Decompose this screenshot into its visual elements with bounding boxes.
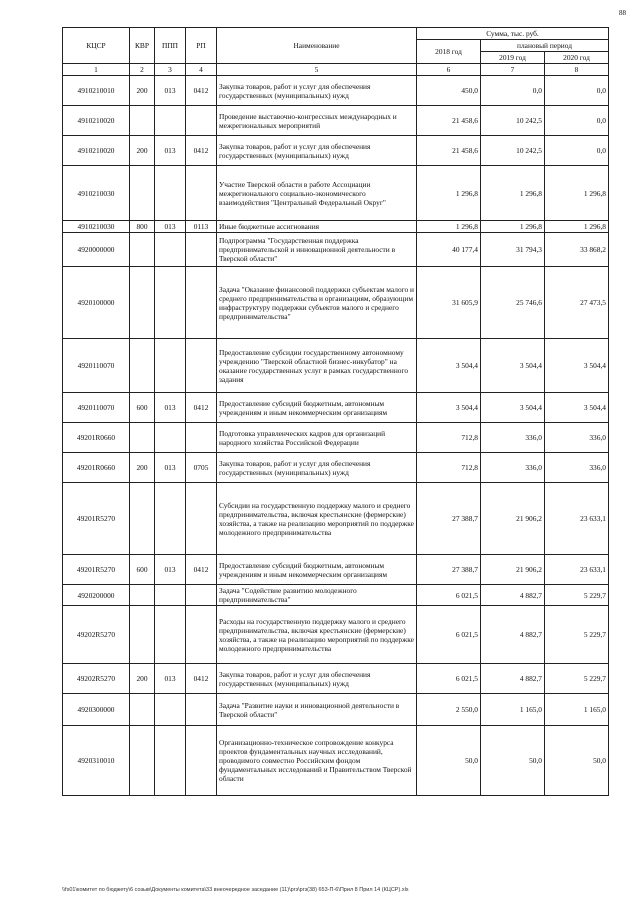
ppp-cell [155,166,186,221]
kcsr-cell: 49201R5270 [63,555,130,585]
table-row [63,76,609,106]
value-2019-cell: 1 296,8 [481,166,545,221]
value-2018-cell: 3 504,4 [417,393,481,423]
kcsr-cell: 4910210020 [63,136,130,166]
kvr-cell [130,106,155,136]
name-cell: Иные бюджетные ассигнования [217,221,417,233]
table-row [63,393,609,423]
kvr-cell: 200 [130,76,155,106]
value-2020-cell: 0,0 [545,76,609,106]
kvr-cell [130,694,155,726]
rp-cell: 0412 [186,664,217,694]
kvr-cell [130,726,155,796]
kvr-cell: 600 [130,555,155,585]
page-number: 88 [619,9,626,17]
table-row [63,233,609,267]
kvr-cell: 200 [130,453,155,483]
value-2020-cell: 1 296,8 [545,166,609,221]
rp-cell [186,267,217,339]
value-2018-cell: 712,8 [417,453,481,483]
kcsr-cell: 49202R5270 [63,664,130,694]
table-row [63,694,609,726]
header-kcsr: КЦСР [63,28,130,64]
name-cell: Задача "Содействие развитию молодежного предпринимательства" [217,585,417,606]
rp-cell: 0412 [186,393,217,423]
table-row [63,606,609,664]
value-2020-cell: 5 229,7 [545,664,609,694]
value-2020-cell: 0,0 [545,106,609,136]
kvr-cell [130,339,155,393]
column-number: 1 [63,64,130,76]
value-2018-cell: 40 177,4 [417,233,481,267]
rp-cell [186,483,217,555]
value-2019-cell: 4 882,7 [481,664,545,694]
table-row [63,423,609,453]
value-2020-cell: 3 504,4 [545,339,609,393]
name-cell: Субсидии на государственную поддержку малого и среднего предпринимательства, включая крестьянские (фермерские) хозяйства, а также на реализацию мероприятий по поддержке молодежного предпринимательства [217,483,417,555]
value-2018-cell: 6 021,5 [417,585,481,606]
ppp-cell [155,694,186,726]
kcsr-cell: 4910210030 [63,221,130,233]
value-2018-cell: 1 296,8 [417,221,481,233]
value-2019-cell: 25 746,6 [481,267,545,339]
ppp-cell [155,106,186,136]
kcsr-cell: 4910210020 [63,106,130,136]
header-2018: 2018 год [417,40,481,64]
header-planned: плановый период [481,40,609,52]
value-2020-cell: 336,0 [545,453,609,483]
column-number: 2 [130,64,155,76]
column-numbers-row [63,64,609,76]
table-row [63,664,609,694]
column-number: 5 [217,64,417,76]
header-name: Наименование [217,28,417,64]
name-cell: Закупка товаров, работ и услуг для обеспечения государственных (муниципальных) нужд [217,453,417,483]
value-2020-cell: 5 229,7 [545,585,609,606]
name-cell: Проведение выставочно-конгрессных международных и межрегиональных мероприятий [217,106,417,136]
ppp-cell: 013 [155,76,186,106]
value-2020-cell: 1 296,8 [545,221,609,233]
name-cell: Организационно-техническое сопровождение конкурса проектов фундаментальных научных исследований, проводимого совместно Российским фондом фундаментальных исследований и Правительством Тверской области [217,726,417,796]
rp-cell [186,339,217,393]
value-2019-cell: 1 165,0 [481,694,545,726]
kvr-cell [130,423,155,453]
kcsr-cell: 4920100000 [63,267,130,339]
ppp-cell [155,267,186,339]
ppp-cell [155,483,186,555]
value-2019-cell: 21 906,2 [481,555,545,585]
rp-cell: 0113 [186,221,217,233]
kvr-cell: 800 [130,221,155,233]
kvr-cell [130,585,155,606]
table-row [63,221,609,233]
value-2020-cell: 33 868,2 [545,233,609,267]
name-cell: Участие Тверской области в работе Ассоциации межрегионального социально-экономического взаимодействия "Центральный Федеральный Округ" [217,166,417,221]
kcsr-cell: 4920110070 [63,393,130,423]
header-rp: РП [186,28,217,64]
ppp-cell [155,606,186,664]
value-2018-cell: 712,8 [417,423,481,453]
value-2018-cell: 31 605,9 [417,267,481,339]
file-path-footer: \\fs01\комитет по бюджету\6 созыв\Документы комитета\33 внеочередное заседание (11)\ргз\ргз(38) 653-П-6\Прил 8 Прил 14 (КЦСР).xls [62,887,409,893]
kcsr-cell: 4920200000 [63,585,130,606]
budget-table [62,27,609,796]
table-row [63,339,609,393]
column-number: 8 [545,64,609,76]
value-2020-cell: 23 633,1 [545,555,609,585]
rp-cell [186,585,217,606]
column-number: 7 [481,64,545,76]
table-row [63,585,609,606]
kvr-cell [130,267,155,339]
table-body [63,76,609,796]
value-2018-cell: 6 021,5 [417,606,481,664]
rp-cell [186,694,217,726]
header-sum: Сумма, тыс. руб. [417,28,609,40]
value-2019-cell: 21 906,2 [481,483,545,555]
kcsr-cell: 49201R5270 [63,483,130,555]
ppp-cell [155,726,186,796]
value-2018-cell: 1 296,8 [417,166,481,221]
value-2019-cell: 1 296,8 [481,221,545,233]
value-2020-cell: 5 229,7 [545,606,609,664]
name-cell: Предоставление субсидии государственному автономному учреждению "Тверской областной бизнес-инкубатор" на оказание государственных услуг в рамках государственного задания [217,339,417,393]
ppp-cell: 013 [155,664,186,694]
table-row [63,483,609,555]
table-row [63,267,609,339]
value-2020-cell: 50,0 [545,726,609,796]
ppp-cell: 013 [155,555,186,585]
value-2018-cell: 21 458,6 [417,136,481,166]
kvr-cell: 600 [130,393,155,423]
ppp-cell: 013 [155,221,186,233]
table-row [63,555,609,585]
kcsr-cell: 49201R0660 [63,453,130,483]
header-kvr: КВР [130,28,155,64]
value-2018-cell: 2 550,0 [417,694,481,726]
name-cell: Расходы на государственную поддержку малого и среднего предпринимательства, включая крестьянские (фермерские) хозяйства, а также на реализацию мероприятий по поддержке молодежного предпринимательства [217,606,417,664]
kvr-cell [130,483,155,555]
header-2020: 2020 год [545,52,609,64]
value-2018-cell: 450,0 [417,76,481,106]
value-2019-cell: 31 794,3 [481,233,545,267]
header-2019: 2019 год [481,52,545,64]
rp-cell: 0412 [186,555,217,585]
value-2018-cell: 21 458,6 [417,106,481,136]
table-row [63,136,609,166]
name-cell: Подпрограмма "Государственная поддержка предпринимательской и инновационной деятельности в Тверской области" [217,233,417,267]
name-cell: Предоставление субсидий бюджетным, автономным учреждениям и иным некоммерческим организациям [217,393,417,423]
kcsr-cell: 49202R5270 [63,606,130,664]
rp-cell [186,233,217,267]
value-2019-cell: 50,0 [481,726,545,796]
rp-cell: 0412 [186,76,217,106]
rp-cell [186,726,217,796]
rp-cell: 0705 [186,453,217,483]
value-2020-cell: 0,0 [545,136,609,166]
value-2019-cell: 3 504,4 [481,339,545,393]
rp-cell [186,606,217,664]
value-2019-cell: 0,0 [481,76,545,106]
value-2019-cell: 10 242,5 [481,106,545,136]
name-cell: Задача "Оказание финансовой поддержки субъектам малого и среднего предпринимательства и организациям, образующим инфраструктуру поддержки субъектов малого и среднего предпринимательства" [217,267,417,339]
rp-cell [186,423,217,453]
kvr-cell: 200 [130,664,155,694]
ppp-cell: 013 [155,453,186,483]
kcsr-cell: 4910210010 [63,76,130,106]
value-2019-cell: 336,0 [481,423,545,453]
value-2020-cell: 1 165,0 [545,694,609,726]
value-2019-cell: 10 242,5 [481,136,545,166]
kvr-cell [130,166,155,221]
header-ppp: ППП [155,28,186,64]
name-cell: Предоставление субсидий бюджетным, автономным учреждениям и иным некоммерческим организациям [217,555,417,585]
column-number: 6 [417,64,481,76]
kcsr-cell: 4920110070 [63,339,130,393]
kcsr-cell: 4920000000 [63,233,130,267]
kcsr-cell: 4910210030 [63,166,130,221]
name-cell: Закупка товаров, работ и услуг для обеспечения государственных (муниципальных) нужд [217,76,417,106]
rp-cell [186,106,217,136]
column-number: 4 [186,64,217,76]
value-2018-cell: 3 504,4 [417,339,481,393]
rp-cell [186,166,217,221]
name-cell: Задача "Развитие науки и инновационной деятельности в Тверской области" [217,694,417,726]
value-2020-cell: 23 633,1 [545,483,609,555]
value-2019-cell: 4 882,7 [481,606,545,664]
name-cell: Закупка товаров, работ и услуг для обеспечения государственных (муниципальных) нужд [217,136,417,166]
kvr-cell [130,606,155,664]
table-row [63,726,609,796]
ppp-cell [155,339,186,393]
ppp-cell: 013 [155,393,186,423]
value-2018-cell: 27 388,7 [417,555,481,585]
value-2020-cell: 336,0 [545,423,609,453]
value-2019-cell: 3 504,4 [481,393,545,423]
table-row [63,453,609,483]
value-2019-cell: 336,0 [481,453,545,483]
name-cell: Подготовка управленческих кадров для организаций народного хозяйства Российской Федерации [217,423,417,453]
value-2019-cell: 4 882,7 [481,585,545,606]
kcsr-cell: 4920300000 [63,694,130,726]
ppp-cell [155,423,186,453]
kvr-cell [130,233,155,267]
ppp-cell [155,585,186,606]
table-row [63,166,609,221]
kcsr-cell: 4920310010 [63,726,130,796]
table-row [63,106,609,136]
value-2020-cell: 27 473,5 [545,267,609,339]
ppp-cell [155,233,186,267]
rp-cell: 0412 [186,136,217,166]
value-2018-cell: 50,0 [417,726,481,796]
value-2018-cell: 6 021,5 [417,664,481,694]
value-2020-cell: 3 504,4 [545,393,609,423]
column-number: 3 [155,64,186,76]
kcsr-cell: 49201R0660 [63,423,130,453]
ppp-cell: 013 [155,136,186,166]
value-2018-cell: 27 388,7 [417,483,481,555]
kvr-cell: 200 [130,136,155,166]
name-cell: Закупка товаров, работ и услуг для обеспечения государственных (муниципальных) нужд [217,664,417,694]
